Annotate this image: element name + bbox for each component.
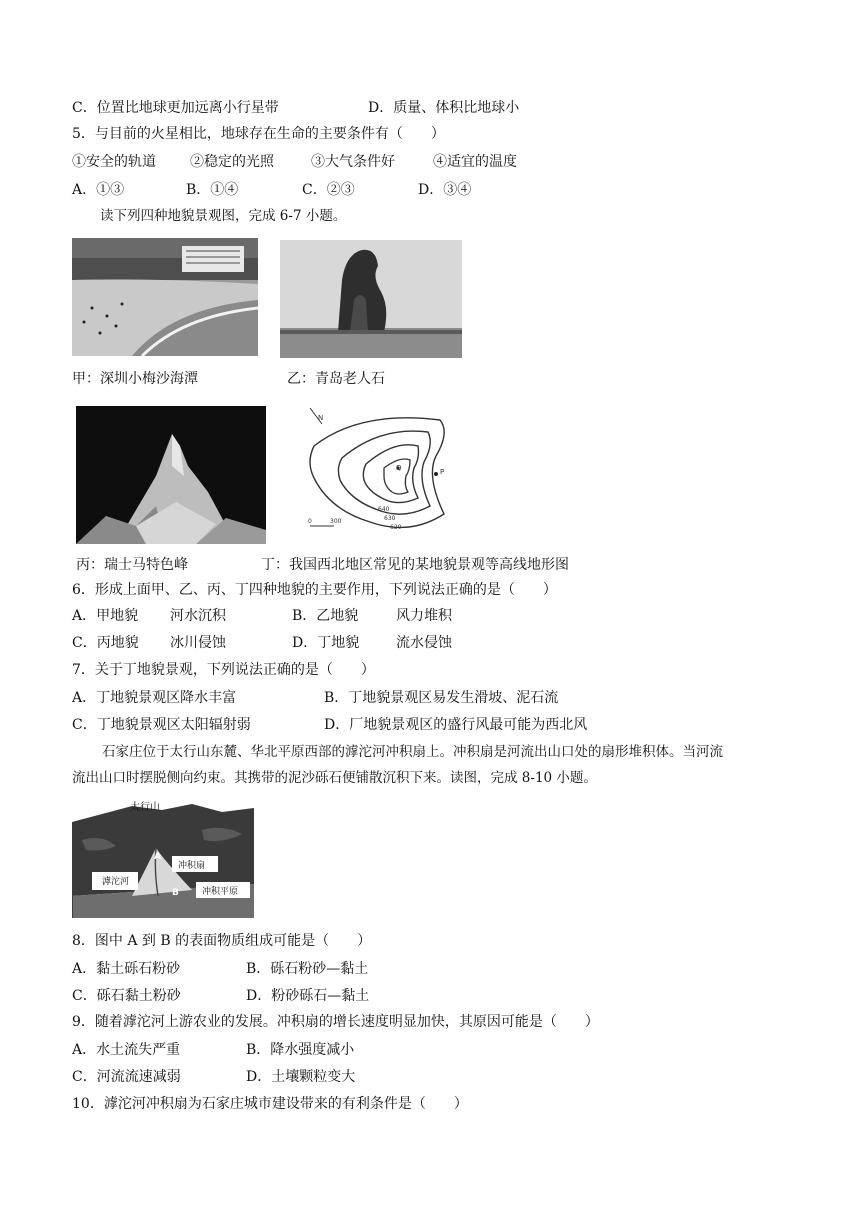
q9-option-a: A．水土流失严重 bbox=[72, 1042, 181, 1058]
contour-map bbox=[300, 402, 470, 542]
q5-option-c: C．②③ bbox=[302, 182, 355, 198]
q5-option-a: A．①③ bbox=[72, 182, 125, 198]
q6-option-a: A．甲地貌 bbox=[72, 608, 139, 624]
passage-line-1: 石家庄位于太行山东麓、华北平原西部的滹沱河冲积扇上。冲积扇是河流出山口处的扇形堆积体。当河流 bbox=[102, 744, 723, 760]
label-alluvial-fan: 冲积扇 bbox=[178, 861, 206, 871]
sea-stack-photo bbox=[280, 240, 462, 358]
q5-stem: 5．与目前的火星相比，地球存在生命的主要条件有（ ） bbox=[72, 126, 445, 142]
caption-jia: 甲：深圳小梅沙海潭 bbox=[72, 371, 198, 387]
q7-option-d: D．厂地貌景观区的盛行风最可能为西北风 bbox=[324, 717, 588, 733]
q8-stem: 8．图中 A 到 B 的表面物质组成可能是（ ） bbox=[72, 933, 372, 949]
passage-line-2: 流出山口时摆脱侧向约束。其携带的泥沙砾石便铺散沉积下来。读图，完成 8-10 小题。 bbox=[72, 770, 597, 786]
q5-condition-3: ③大气条件好 bbox=[311, 154, 395, 170]
q10-stem: 10．滹沱河冲积扇为石家庄城市建设带来的有利条件是（ ） bbox=[72, 1096, 468, 1112]
q8-option-c: C．砾石黏土粉砂 bbox=[72, 988, 181, 1004]
beach-photo bbox=[72, 238, 258, 356]
caption-yi: 乙：青岛老人石 bbox=[287, 371, 385, 387]
q4-option-c: C．位置比地球更加远离小行星带 bbox=[72, 100, 279, 116]
q6-option-b: B．乙地貌 bbox=[292, 608, 359, 624]
alluvial-fan-diagram bbox=[72, 800, 254, 918]
point-q-label: Q bbox=[396, 464, 402, 472]
label-alluvial-plain: 冲积平原 bbox=[202, 887, 239, 897]
contour-label-620: 620 bbox=[390, 524, 402, 531]
q9-option-d: D．土壤颗粒变大 bbox=[246, 1069, 356, 1085]
q7-option-c: C．丁地貌景观区太阳辐射弱 bbox=[72, 717, 251, 733]
q9-option-c: C．河流流速减弱 bbox=[72, 1069, 181, 1085]
intro-6-7: 读下列四种地貌景观图，完成 6-7 小题。 bbox=[100, 208, 347, 224]
q8-option-b: B．砾石粉砂—黏土 bbox=[246, 961, 369, 977]
q5-option-b: B．①④ bbox=[186, 182, 239, 198]
label-taihang-mountain: 太行山 bbox=[130, 802, 160, 813]
scale-end: 300 bbox=[330, 518, 342, 525]
north-label: N bbox=[318, 414, 324, 422]
caption-bing: 丙：瑞士马特色峰 bbox=[76, 557, 188, 573]
q7-stem: 7．关于丁地貌景观，下列说法正确的是（ ） bbox=[72, 662, 375, 678]
q9-stem: 9．随着滹沱河上游农业的发展。冲积扇的增长速度明显加快，其原因可能是（ ） bbox=[72, 1014, 599, 1030]
q6-option-c: C．丙地貌 bbox=[72, 635, 139, 651]
q6-option-b-text: 风力堆积 bbox=[396, 608, 452, 624]
matterhorn-photo bbox=[76, 406, 266, 544]
q6-option-c-text: 冰川侵蚀 bbox=[170, 635, 226, 651]
q5-condition-2: ②稳定的光照 bbox=[190, 154, 274, 170]
q7-option-b: B．丁地貌景观区易发生滑坡、泥石流 bbox=[324, 690, 559, 706]
q9-option-b: B．降水强度减小 bbox=[246, 1042, 355, 1058]
scale-start: 0 bbox=[308, 518, 312, 525]
q5-condition-1: ①安全的轨道 bbox=[72, 154, 156, 170]
q8-option-a: A．黏土砾石粉砂 bbox=[72, 961, 181, 977]
contour-label-630: 630 bbox=[384, 515, 396, 522]
q7-option-a: A．丁地貌景观区降水丰富 bbox=[72, 690, 237, 706]
label-hutuo-river: 滹沱河 bbox=[102, 877, 130, 887]
q4-option-d: D．质量、体积比地球小 bbox=[368, 100, 520, 116]
q8-option-d: D．粉砂砾石—黏土 bbox=[246, 988, 370, 1004]
label-point-a: A bbox=[154, 852, 161, 862]
q6-option-a-text: 河水沉积 bbox=[170, 608, 226, 624]
q6-option-d-text: 流水侵蚀 bbox=[396, 635, 452, 651]
q5-condition-4: ④适宜的温度 bbox=[433, 154, 517, 170]
label-point-b: B bbox=[172, 888, 179, 898]
contour-label-640: 640 bbox=[378, 506, 390, 513]
caption-ding: 丁：我国西北地区常见的某地貌景观等高线地形图 bbox=[261, 557, 569, 573]
q6-option-d: D．丁地貌 bbox=[292, 635, 360, 651]
q6-stem: 6．形成上面甲、乙、丙、丁四种地貌的主要作用，下列说法正确的是（ ） bbox=[72, 582, 557, 598]
point-p-label: P bbox=[440, 468, 445, 476]
q5-option-d: D．③④ bbox=[418, 182, 472, 198]
